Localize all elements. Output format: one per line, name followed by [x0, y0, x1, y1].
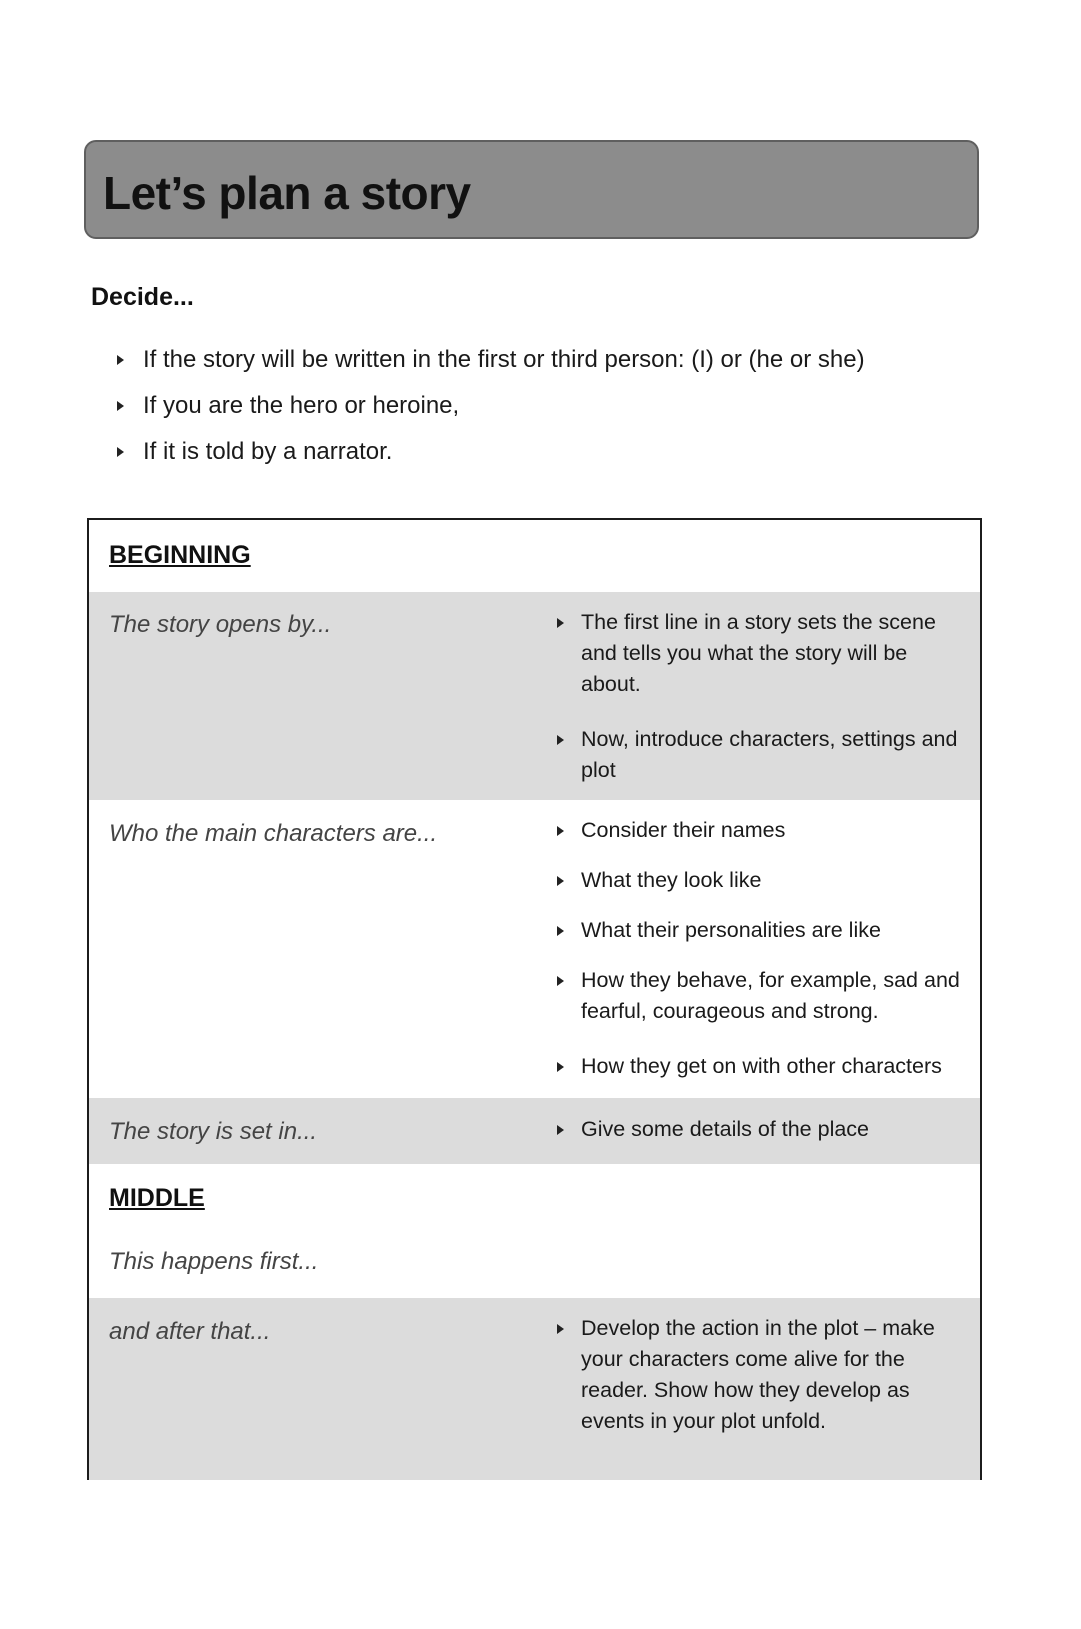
- beginning-heading: BEGINNING: [109, 541, 251, 569]
- bullet-arrow-icon: [557, 876, 564, 886]
- setting-row: [89, 1098, 980, 1164]
- tip-text: How they get on with other characters: [581, 1054, 942, 1078]
- tip-text: What they look like: [581, 868, 762, 892]
- list-item: [117, 437, 865, 467]
- setting-prompt: The story is set in...: [109, 1118, 318, 1145]
- bullet-arrow-icon: [557, 735, 564, 745]
- tip-text: Develop the action in the plot – make your characters come alive for the reader. Show how they develop as events in your plot unfold.: [581, 1316, 935, 1433]
- bullet-arrow-icon: [557, 1324, 564, 1334]
- bullet-arrow-icon: [557, 618, 564, 628]
- bullet-arrow-icon: [117, 355, 124, 365]
- list-item: [117, 345, 865, 375]
- tip-text: Consider their names: [581, 818, 786, 842]
- tip-text: Now, introduce characters, settings and plot: [581, 727, 958, 782]
- story-planner-table: [87, 518, 982, 1480]
- list-item: [557, 724, 962, 786]
- bullet-arrow-icon: [557, 1062, 564, 1072]
- list-item-text: If the story will be written in the first or third person: (I) or (he or she): [143, 346, 865, 373]
- after-that-tips: [557, 1313, 962, 1437]
- list-item: [557, 965, 962, 1027]
- list-item: [557, 865, 962, 896]
- title-banner: [84, 140, 979, 239]
- tip-text: How they behave, for example, sad and fearful, courageous and strong.: [581, 968, 960, 1023]
- tip-text: Give some details of the place: [581, 1117, 870, 1141]
- decide-label: Decide...: [91, 283, 194, 311]
- bullet-arrow-icon: [557, 976, 564, 986]
- list-item: [117, 391, 865, 421]
- after-that-prompt: and after that...: [109, 1318, 271, 1345]
- beginning-heading-row: [89, 520, 980, 592]
- bullet-arrow-icon: [557, 926, 564, 936]
- characters-prompt: Who the main characters are...: [109, 820, 438, 847]
- list-item: [557, 607, 962, 700]
- happens-first-prompt: This happens first...: [109, 1248, 319, 1275]
- story-opens-tips: [557, 607, 962, 786]
- list-item-text: If you are the hero or heroine,: [143, 392, 460, 419]
- tip-text: The first line in a story sets the scene and tells you what the story will be about.: [581, 610, 936, 696]
- characters-row: [89, 800, 980, 1098]
- list-item-text: If it is told by a narrator.: [143, 438, 393, 465]
- list-item: [557, 1114, 962, 1145]
- bullet-arrow-icon: [117, 447, 124, 457]
- list-item: [557, 815, 962, 846]
- setting-tips: [557, 1114, 962, 1145]
- list-item: [557, 915, 962, 946]
- list-item: [557, 1313, 962, 1437]
- list-item: [557, 1051, 962, 1082]
- page-title: Let’s plan a story: [103, 167, 471, 219]
- story-opens-prompt: The story opens by...: [109, 611, 332, 638]
- characters-tips: [557, 815, 962, 1082]
- after-that-row: [89, 1298, 980, 1480]
- bullet-arrow-icon: [117, 401, 124, 411]
- bullet-arrow-icon: [557, 826, 564, 836]
- middle-heading: MIDDLE: [109, 1184, 205, 1212]
- decide-list: [117, 345, 865, 483]
- middle-section-row: [89, 1164, 980, 1298]
- story-opens-row: [89, 592, 980, 800]
- tip-text: What their personalities are like: [581, 918, 881, 942]
- bullet-arrow-icon: [557, 1125, 564, 1135]
